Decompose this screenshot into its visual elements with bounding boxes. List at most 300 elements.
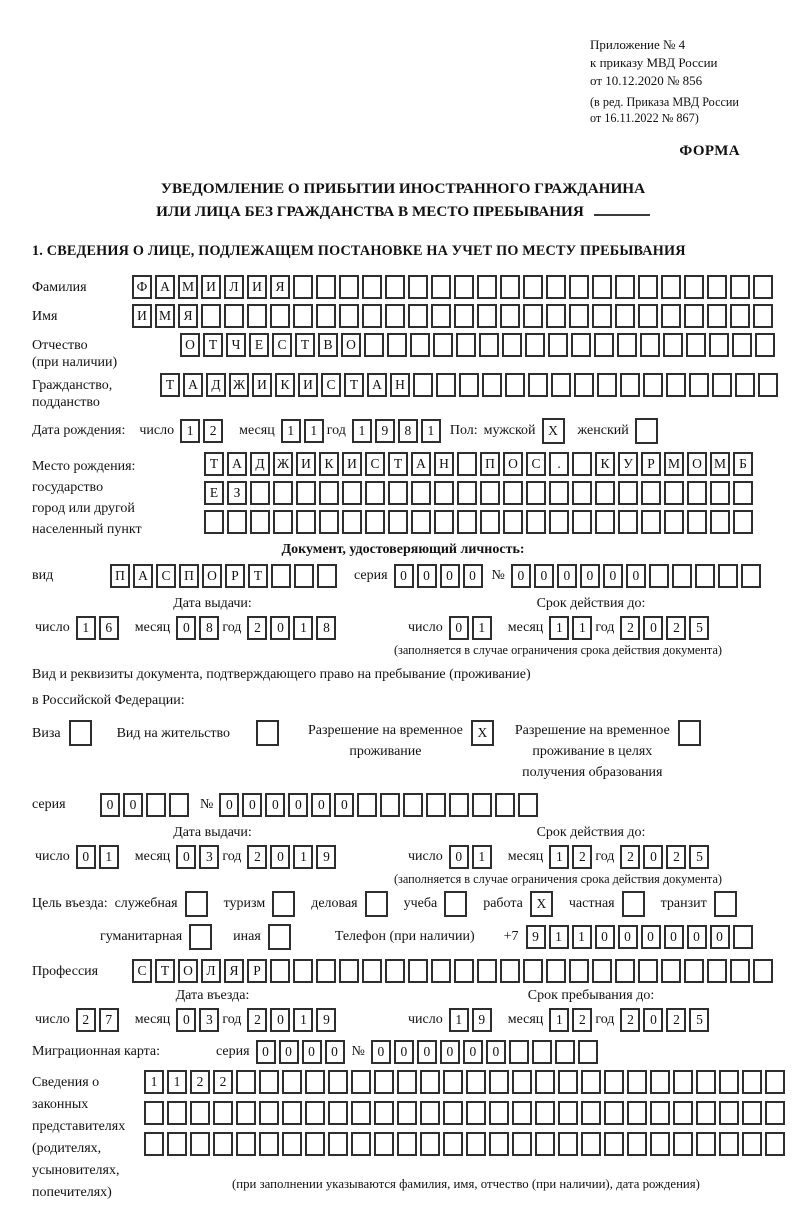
char-cell[interactable] [571, 333, 591, 357]
char-cell[interactable] [374, 1101, 394, 1125]
char-cell[interactable]: К [275, 373, 295, 397]
char-cell[interactable]: С [365, 452, 385, 476]
char-cell[interactable]: Ж [273, 452, 293, 476]
checkbox-cell[interactable] [256, 720, 279, 746]
char-cell[interactable] [535, 1101, 555, 1125]
char-cell[interactable] [259, 1070, 279, 1094]
char-cell[interactable]: С [272, 333, 292, 357]
char-cell[interactable] [457, 452, 477, 476]
char-cell[interactable]: 0 [449, 845, 469, 869]
char-cell[interactable] [362, 275, 382, 299]
char-cell[interactable]: Б [733, 452, 753, 476]
checkbox-cell[interactable]: X [471, 720, 494, 746]
char-cell[interactable] [696, 1070, 716, 1094]
char-cell[interactable] [387, 333, 407, 357]
char-cell[interactable] [549, 481, 569, 505]
char-cell[interactable] [454, 275, 474, 299]
char-cell[interactable] [710, 510, 730, 534]
char-cell[interactable]: 2 [620, 1008, 640, 1032]
char-cell[interactable]: 0 [176, 616, 196, 640]
char-cell[interactable] [316, 275, 336, 299]
char-cell[interactable] [410, 333, 430, 357]
char-cell[interactable] [431, 304, 451, 328]
char-cell[interactable]: Т [344, 373, 364, 397]
char-cell[interactable] [742, 1101, 762, 1125]
char-cell[interactable]: 2 [620, 845, 640, 869]
char-cell[interactable] [526, 481, 546, 505]
char-cell[interactable] [753, 304, 773, 328]
char-cell[interactable] [684, 304, 704, 328]
char-cell[interactable]: 0 [580, 564, 600, 588]
char-cell[interactable] [718, 564, 738, 588]
char-cell[interactable] [638, 959, 658, 983]
char-cell[interactable] [548, 333, 568, 357]
char-cell[interactable]: 2 [247, 1008, 267, 1032]
char-cell[interactable]: К [319, 452, 339, 476]
char-cell[interactable] [581, 1070, 601, 1094]
char-cell[interactable]: Н [434, 452, 454, 476]
char-cell[interactable]: 9 [472, 1008, 492, 1032]
char-cell[interactable]: Я [178, 304, 198, 328]
char-cell[interactable] [733, 510, 753, 534]
char-cell[interactable]: Л [201, 959, 221, 983]
char-cell[interactable]: 1 [421, 419, 441, 443]
char-cell[interactable] [397, 1070, 417, 1094]
char-cell[interactable] [707, 959, 727, 983]
char-cell[interactable]: 1 [76, 616, 96, 640]
char-cell[interactable]: 0 [417, 1040, 437, 1064]
checkbox-cell[interactable] [69, 720, 92, 746]
char-cell[interactable]: Д [206, 373, 226, 397]
char-cell[interactable] [190, 1101, 210, 1125]
char-cell[interactable] [512, 1132, 532, 1156]
char-cell[interactable] [319, 481, 339, 505]
char-cell[interactable] [597, 373, 617, 397]
char-cell[interactable] [365, 481, 385, 505]
char-cell[interactable] [719, 1070, 739, 1094]
char-cell[interactable] [502, 333, 522, 357]
char-cell[interactable]: 8 [398, 419, 418, 443]
checkbox-cell[interactable]: X [530, 891, 553, 917]
char-cell[interactable]: 2 [572, 845, 592, 869]
char-cell[interactable]: О [503, 452, 523, 476]
checkbox-cell[interactable] [185, 891, 208, 917]
char-cell[interactable] [342, 481, 362, 505]
char-cell[interactable] [236, 1070, 256, 1094]
char-cell[interactable] [236, 1101, 256, 1125]
char-cell[interactable]: 0 [449, 616, 469, 640]
char-cell[interactable]: Л [224, 275, 244, 299]
char-cell[interactable]: 0 [279, 1040, 299, 1064]
char-cell[interactable] [730, 959, 750, 983]
char-cell[interactable] [523, 275, 543, 299]
char-cell[interactable] [765, 1132, 785, 1156]
char-cell[interactable]: Т [204, 452, 224, 476]
char-cell[interactable] [572, 510, 592, 534]
char-cell[interactable]: О [202, 564, 222, 588]
char-cell[interactable] [620, 373, 640, 397]
char-cell[interactable]: Т [295, 333, 315, 357]
char-cell[interactable]: 0 [618, 925, 638, 949]
char-cell[interactable]: 0 [242, 793, 262, 817]
char-cell[interactable] [710, 481, 730, 505]
char-cell[interactable] [569, 304, 589, 328]
char-cell[interactable] [661, 304, 681, 328]
char-cell[interactable]: 0 [256, 1040, 276, 1064]
char-cell[interactable]: О [180, 333, 200, 357]
char-cell[interactable] [753, 959, 773, 983]
char-cell[interactable]: И [201, 275, 221, 299]
char-cell[interactable]: Т [203, 333, 223, 357]
char-cell[interactable] [472, 793, 492, 817]
char-cell[interactable] [227, 510, 247, 534]
char-cell[interactable]: 0 [325, 1040, 345, 1064]
char-cell[interactable]: 0 [417, 564, 437, 588]
char-cell[interactable] [385, 275, 405, 299]
char-cell[interactable]: 1 [549, 1008, 569, 1032]
checkbox-cell[interactable] [365, 891, 388, 917]
char-cell[interactable] [477, 304, 497, 328]
char-cell[interactable] [436, 373, 456, 397]
char-cell[interactable] [661, 275, 681, 299]
char-cell[interactable] [459, 373, 479, 397]
char-cell[interactable]: 0 [288, 793, 308, 817]
char-cell[interactable] [449, 793, 469, 817]
char-cell[interactable] [592, 275, 612, 299]
char-cell[interactable]: 2 [247, 616, 267, 640]
char-cell[interactable]: И [296, 452, 316, 476]
char-cell[interactable] [503, 481, 523, 505]
char-cell[interactable] [733, 925, 753, 949]
char-cell[interactable] [664, 510, 684, 534]
char-cell[interactable] [305, 1101, 325, 1125]
char-cell[interactable]: 2 [572, 1008, 592, 1032]
char-cell[interactable] [707, 304, 727, 328]
char-cell[interactable]: 2 [666, 616, 686, 640]
char-cell[interactable] [686, 333, 706, 357]
char-cell[interactable] [523, 304, 543, 328]
char-cell[interactable]: 0 [643, 616, 663, 640]
char-cell[interactable] [578, 1040, 598, 1064]
char-cell[interactable] [457, 510, 477, 534]
char-cell[interactable]: 1 [549, 925, 569, 949]
char-cell[interactable]: С [156, 564, 176, 588]
char-cell[interactable]: 1 [449, 1008, 469, 1032]
char-cell[interactable]: 0 [664, 925, 684, 949]
char-cell[interactable] [523, 959, 543, 983]
char-cell[interactable] [594, 333, 614, 357]
char-cell[interactable] [146, 793, 166, 817]
char-cell[interactable]: 1 [472, 845, 492, 869]
char-cell[interactable]: Н [390, 373, 410, 397]
char-cell[interactable]: 1 [304, 419, 324, 443]
char-cell[interactable] [480, 510, 500, 534]
char-cell[interactable] [477, 959, 497, 983]
char-cell[interactable]: 0 [100, 793, 120, 817]
char-cell[interactable] [167, 1132, 187, 1156]
char-cell[interactable] [169, 793, 189, 817]
char-cell[interactable] [730, 275, 750, 299]
char-cell[interactable]: Е [249, 333, 269, 357]
char-cell[interactable] [282, 1101, 302, 1125]
char-cell[interactable] [650, 1132, 670, 1156]
char-cell[interactable] [663, 333, 683, 357]
char-cell[interactable] [518, 793, 538, 817]
checkbox-cell[interactable] [635, 418, 658, 444]
char-cell[interactable]: 1 [99, 845, 119, 869]
char-cell[interactable]: 7 [99, 1008, 119, 1032]
char-cell[interactable]: 2 [666, 1008, 686, 1032]
char-cell[interactable] [765, 1070, 785, 1094]
checkbox-cell[interactable] [189, 924, 212, 950]
char-cell[interactable] [604, 1101, 624, 1125]
char-cell[interactable] [270, 959, 290, 983]
char-cell[interactable]: С [132, 959, 152, 983]
char-cell[interactable] [443, 1132, 463, 1156]
char-cell[interactable]: И [298, 373, 318, 397]
char-cell[interactable]: 5 [689, 1008, 709, 1032]
char-cell[interactable] [666, 373, 686, 397]
char-cell[interactable] [615, 275, 635, 299]
char-cell[interactable]: Я [224, 959, 244, 983]
char-cell[interactable] [489, 1132, 509, 1156]
char-cell[interactable] [689, 373, 709, 397]
char-cell[interactable] [638, 275, 658, 299]
checkbox-cell[interactable] [444, 891, 467, 917]
char-cell[interactable] [339, 275, 359, 299]
char-cell[interactable] [687, 481, 707, 505]
char-cell[interactable] [535, 1070, 555, 1094]
char-cell[interactable] [627, 1070, 647, 1094]
char-cell[interactable] [615, 959, 635, 983]
char-cell[interactable] [709, 333, 729, 357]
char-cell[interactable]: 9 [526, 925, 546, 949]
char-cell[interactable] [512, 1101, 532, 1125]
char-cell[interactable] [213, 1132, 233, 1156]
char-cell[interactable]: 0 [463, 1040, 483, 1064]
char-cell[interactable] [316, 959, 336, 983]
char-cell[interactable] [664, 481, 684, 505]
char-cell[interactable]: А [133, 564, 153, 588]
char-cell[interactable] [328, 1070, 348, 1094]
char-cell[interactable]: 0 [176, 1008, 196, 1032]
char-cell[interactable]: 2 [203, 419, 223, 443]
char-cell[interactable] [546, 959, 566, 983]
char-cell[interactable]: 0 [394, 564, 414, 588]
char-cell[interactable] [259, 1101, 279, 1125]
char-cell[interactable] [479, 333, 499, 357]
char-cell[interactable]: 0 [603, 564, 623, 588]
char-cell[interactable] [755, 333, 775, 357]
char-cell[interactable] [408, 275, 428, 299]
char-cell[interactable] [434, 481, 454, 505]
char-cell[interactable] [477, 275, 497, 299]
char-cell[interactable]: М [155, 304, 175, 328]
char-cell[interactable] [388, 481, 408, 505]
char-cell[interactable] [732, 333, 752, 357]
char-cell[interactable]: 6 [99, 616, 119, 640]
char-cell[interactable] [167, 1101, 187, 1125]
char-cell[interactable] [403, 793, 423, 817]
char-cell[interactable] [526, 510, 546, 534]
char-cell[interactable]: 0 [710, 925, 730, 949]
char-cell[interactable]: 0 [270, 1008, 290, 1032]
char-cell[interactable] [528, 373, 548, 397]
char-cell[interactable]: 0 [123, 793, 143, 817]
char-cell[interactable]: М [178, 275, 198, 299]
char-cell[interactable]: М [710, 452, 730, 476]
char-cell[interactable] [640, 333, 660, 357]
char-cell[interactable]: 2 [213, 1070, 233, 1094]
char-cell[interactable] [411, 481, 431, 505]
checkbox-cell[interactable] [678, 720, 701, 746]
char-cell[interactable] [696, 1101, 716, 1125]
char-cell[interactable]: 0 [265, 793, 285, 817]
char-cell[interactable] [317, 564, 337, 588]
char-cell[interactable] [342, 510, 362, 534]
char-cell[interactable]: Р [641, 452, 661, 476]
checkbox-cell[interactable]: X [542, 418, 565, 444]
char-cell[interactable] [250, 481, 270, 505]
char-cell[interactable] [569, 275, 589, 299]
char-cell[interactable]: 2 [666, 845, 686, 869]
char-cell[interactable] [385, 959, 405, 983]
char-cell[interactable] [650, 1101, 670, 1125]
char-cell[interactable]: Р [225, 564, 245, 588]
char-cell[interactable]: 5 [689, 845, 709, 869]
char-cell[interactable] [408, 959, 428, 983]
char-cell[interactable]: О [687, 452, 707, 476]
char-cell[interactable]: 8 [199, 616, 219, 640]
char-cell[interactable] [696, 1132, 716, 1156]
char-cell[interactable] [374, 1070, 394, 1094]
char-cell[interactable]: Т [160, 373, 180, 397]
char-cell[interactable] [294, 564, 314, 588]
char-cell[interactable] [296, 510, 316, 534]
char-cell[interactable]: 0 [595, 925, 615, 949]
char-cell[interactable] [270, 304, 290, 328]
char-cell[interactable] [433, 333, 453, 357]
char-cell[interactable] [581, 1132, 601, 1156]
char-cell[interactable]: С [526, 452, 546, 476]
char-cell[interactable] [595, 481, 615, 505]
char-cell[interactable] [293, 959, 313, 983]
char-cell[interactable] [443, 1070, 463, 1094]
char-cell[interactable] [293, 275, 313, 299]
char-cell[interactable] [581, 1101, 601, 1125]
char-cell[interactable]: 1 [549, 616, 569, 640]
char-cell[interactable]: 1 [293, 1008, 313, 1032]
char-cell[interactable] [489, 1070, 509, 1094]
char-cell[interactable] [627, 1132, 647, 1156]
char-cell[interactable]: . [549, 452, 569, 476]
char-cell[interactable] [661, 959, 681, 983]
char-cell[interactable] [236, 1132, 256, 1156]
char-cell[interactable]: 0 [440, 564, 460, 588]
char-cell[interactable] [741, 564, 761, 588]
char-cell[interactable]: 0 [463, 564, 483, 588]
checkbox-cell[interactable] [714, 891, 737, 917]
char-cell[interactable]: 0 [270, 845, 290, 869]
char-cell[interactable]: 0 [334, 793, 354, 817]
char-cell[interactable] [532, 1040, 552, 1064]
char-cell[interactable] [592, 959, 612, 983]
char-cell[interactable] [431, 959, 451, 983]
char-cell[interactable] [525, 333, 545, 357]
char-cell[interactable] [489, 1101, 509, 1125]
char-cell[interactable] [695, 564, 715, 588]
char-cell[interactable] [551, 373, 571, 397]
char-cell[interactable] [282, 1070, 302, 1094]
char-cell[interactable]: А [227, 452, 247, 476]
char-cell[interactable] [351, 1101, 371, 1125]
char-cell[interactable] [615, 304, 635, 328]
char-cell[interactable] [420, 1070, 440, 1094]
char-cell[interactable] [351, 1132, 371, 1156]
char-cell[interactable] [604, 1132, 624, 1156]
char-cell[interactable] [742, 1132, 762, 1156]
char-cell[interactable]: 0 [557, 564, 577, 588]
char-cell[interactable]: 0 [643, 1008, 663, 1032]
char-cell[interactable] [190, 1132, 210, 1156]
char-cell[interactable] [546, 304, 566, 328]
char-cell[interactable]: Р [247, 959, 267, 983]
char-cell[interactable] [144, 1132, 164, 1156]
char-cell[interactable] [213, 1101, 233, 1125]
char-cell[interactable]: 0 [219, 793, 239, 817]
char-cell[interactable] [482, 373, 502, 397]
char-cell[interactable]: 1 [293, 616, 313, 640]
char-cell[interactable]: 1 [167, 1070, 187, 1094]
char-cell[interactable]: 0 [486, 1040, 506, 1064]
char-cell[interactable]: И [252, 373, 272, 397]
char-cell[interactable] [604, 1070, 624, 1094]
char-cell[interactable]: В [318, 333, 338, 357]
char-cell[interactable] [316, 304, 336, 328]
char-cell[interactable]: Ф [132, 275, 152, 299]
char-cell[interactable] [742, 1070, 762, 1094]
char-cell[interactable]: 0 [76, 845, 96, 869]
char-cell[interactable] [673, 1101, 693, 1125]
char-cell[interactable] [250, 510, 270, 534]
char-cell[interactable] [362, 959, 382, 983]
char-cell[interactable] [618, 481, 638, 505]
char-cell[interactable]: 1 [549, 845, 569, 869]
char-cell[interactable] [420, 1101, 440, 1125]
char-cell[interactable] [466, 1101, 486, 1125]
char-cell[interactable] [457, 481, 477, 505]
char-cell[interactable]: 5 [689, 616, 709, 640]
char-cell[interactable]: 3 [199, 1008, 219, 1032]
char-cell[interactable] [546, 275, 566, 299]
char-cell[interactable]: 0 [394, 1040, 414, 1064]
checkbox-cell[interactable] [268, 924, 291, 950]
char-cell[interactable]: 1 [572, 616, 592, 640]
char-cell[interactable] [426, 793, 446, 817]
char-cell[interactable] [500, 275, 520, 299]
char-cell[interactable]: 1 [281, 419, 301, 443]
char-cell[interactable]: 0 [511, 564, 531, 588]
char-cell[interactable] [305, 1070, 325, 1094]
char-cell[interactable] [558, 1070, 578, 1094]
char-cell[interactable]: 0 [534, 564, 554, 588]
char-cell[interactable] [512, 1070, 532, 1094]
char-cell[interactable] [413, 373, 433, 397]
char-cell[interactable] [627, 1101, 647, 1125]
char-cell[interactable] [364, 333, 384, 357]
char-cell[interactable]: Т [155, 959, 175, 983]
char-cell[interactable] [357, 793, 377, 817]
